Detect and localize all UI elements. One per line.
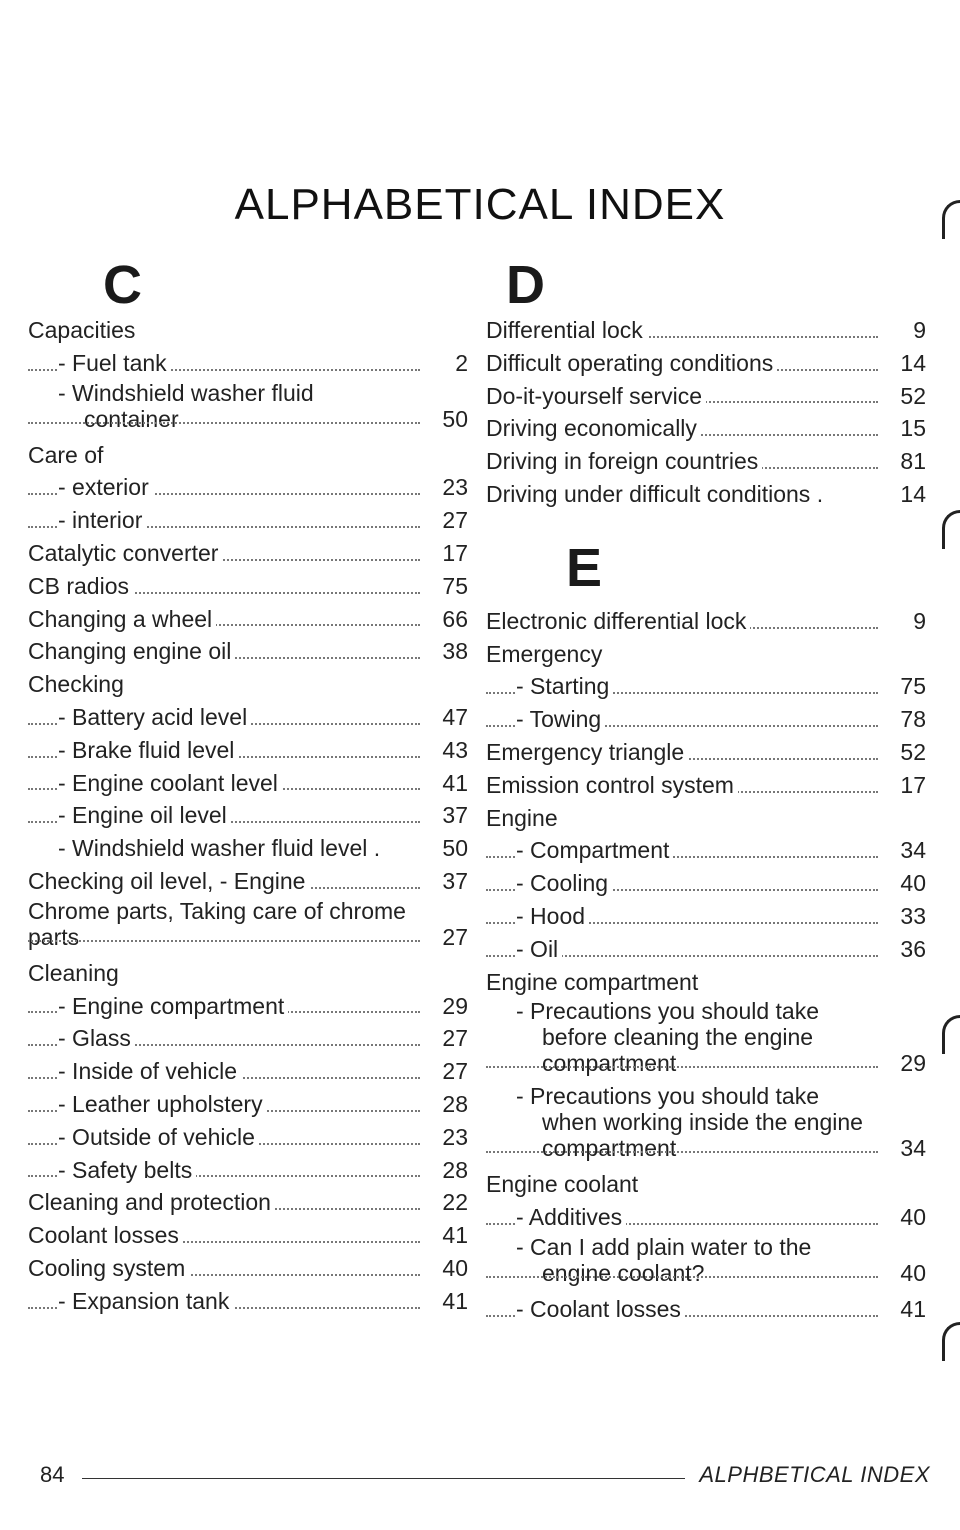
index-entry	[486, 670, 926, 703]
index-entry	[486, 769, 926, 802]
index-entry-text: - interior	[58, 507, 146, 533]
index-entry	[28, 865, 468, 898]
index-page-number[interactable]: 50	[422, 832, 468, 865]
index-page-number[interactable]: 40	[880, 1201, 926, 1234]
index-entry	[28, 1055, 468, 1088]
index-entry	[28, 767, 468, 800]
index-page-number[interactable]: 75	[880, 670, 926, 703]
index-entry	[28, 1121, 468, 1154]
index-entry-text: - Additives	[516, 1204, 626, 1230]
index-entry-text: Engine	[486, 805, 562, 831]
index-page-number[interactable]: 75	[422, 570, 468, 603]
index-entry-text: Emergency	[486, 641, 606, 667]
index-entry-continuation: when working inside the engine	[542, 1109, 863, 1136]
index-entry-text: - Outside of vehicle	[58, 1124, 259, 1150]
index-entry	[486, 1083, 926, 1161]
index-entry-text: Differential lock	[486, 317, 647, 343]
index-entry	[28, 990, 468, 1023]
index-entry-text: Engine coolant	[486, 1171, 642, 1197]
index-entry	[486, 900, 926, 933]
index-entry-line: - Can I add plain water to the	[516, 1233, 812, 1260]
index-entry-continuation: engine coolant?	[542, 1259, 705, 1286]
index-entry-text: Capacities	[28, 317, 139, 343]
index-page-number[interactable]: 36	[880, 933, 926, 966]
index-page-number[interactable]: 47	[422, 701, 468, 734]
index-entry-text: Checking oil level, - Engine	[28, 868, 309, 894]
index-page-number[interactable]: 27	[422, 1022, 468, 1055]
index-entry-text: Changing a wheel	[28, 606, 216, 632]
index-list-c	[28, 314, 468, 1318]
index-entry-text: Cleaning and protection	[28, 1189, 275, 1215]
index-entry	[486, 736, 926, 769]
index-entry-text: Emergency triangle	[486, 739, 688, 765]
index-entry	[28, 504, 468, 537]
index-entry	[28, 380, 468, 432]
index-entry-text: Driving in foreign countries	[486, 448, 762, 474]
index-entry-continuation: before cleaning the engine	[542, 1024, 814, 1051]
index-page-number[interactable]: 38	[422, 635, 468, 668]
page-footer	[40, 1462, 930, 1498]
index-page-number[interactable]: 40	[422, 1252, 468, 1285]
index-entry-text: - Battery acid level	[58, 704, 251, 730]
index-entry-text: - Brake fluid level	[58, 737, 238, 763]
index-entry	[28, 701, 468, 734]
index-entry-text: - Fuel tank	[58, 350, 171, 376]
index-page-number[interactable]: 41	[880, 1293, 926, 1326]
index-entry	[28, 1022, 468, 1055]
index-page-number[interactable]: 41	[422, 767, 468, 800]
index-entry	[28, 734, 468, 767]
index-page-number[interactable]: 27	[422, 504, 468, 537]
index-entry	[28, 799, 468, 832]
index-column-left	[28, 255, 468, 1318]
index-entry-text: - Oil	[516, 936, 562, 962]
index-page-number[interactable]: 15	[880, 412, 926, 445]
index-entry	[486, 933, 926, 966]
index-page-number[interactable]: 14	[880, 478, 926, 511]
index-page-number[interactable]: 37	[422, 865, 468, 898]
index-entry-text: Driving economically	[486, 415, 701, 441]
index-page-number[interactable]: 23	[422, 471, 468, 504]
index-page-number[interactable]: 43	[422, 734, 468, 767]
index-entry-continuation: parts	[28, 923, 80, 950]
footer-section-title: ALPHBETICAL INDEX	[699, 1462, 930, 1487]
index-entry	[28, 603, 468, 636]
index-page-number[interactable]: 33	[880, 900, 926, 933]
index-entry-text: - Starting	[516, 673, 613, 699]
index-page-number[interactable]: 2	[422, 347, 468, 380]
index-entry-text: - Hood	[516, 903, 589, 929]
index-entry	[486, 314, 926, 347]
index-entry-text: Changing engine oil	[28, 638, 235, 664]
index-entry-text: - Glass	[58, 1025, 135, 1051]
index-page-number[interactable]: 23	[422, 1121, 468, 1154]
index-entry-text: Difficult operating conditions	[486, 350, 777, 376]
index-entry-text: - Towing	[516, 706, 605, 732]
index-entry	[28, 471, 468, 504]
edge-tab-mark	[942, 1015, 960, 1054]
index-page-number[interactable]: 22	[422, 1186, 468, 1219]
index-page-number[interactable]: 27	[422, 924, 468, 950]
index-page-number[interactable]: 9	[880, 314, 926, 347]
index-entry	[28, 1186, 468, 1219]
index-entry-text: Engine compartment	[486, 969, 702, 995]
index-list-e	[486, 605, 926, 1326]
index-entry-continuation: container	[84, 405, 179, 432]
index-entry	[486, 478, 926, 511]
section-letter-c: C	[103, 255, 142, 315]
page-number: 84	[40, 1462, 65, 1487]
index-entry	[486, 802, 926, 835]
index-entry	[28, 668, 468, 701]
footer-rule	[82, 1478, 685, 1479]
index-page-number[interactable]: 34	[880, 834, 926, 867]
index-page-number[interactable]: 28	[422, 1088, 468, 1121]
index-entry	[486, 445, 926, 478]
section-letter-d: D	[506, 255, 545, 315]
index-entry-text: - Safety belts	[58, 1157, 196, 1183]
index-entry-line: - Windshield washer fluid	[58, 379, 314, 406]
index-page-number[interactable]: 52	[880, 380, 926, 413]
index-page-number[interactable]: 41	[422, 1285, 468, 1318]
section-letter-e: E	[566, 537, 603, 598]
index-entry	[486, 1168, 926, 1201]
index-entry-text: Electronic differential lock	[486, 608, 750, 634]
index-entry	[486, 1201, 926, 1234]
index-entry-text: CB radios	[28, 573, 133, 599]
index-entry-text: - Engine coolant level	[58, 770, 282, 796]
index-entry-text: Catalytic converter	[28, 540, 222, 566]
index-entry-text: - Leather upholstery	[58, 1091, 267, 1117]
index-page-number[interactable]: 66	[422, 603, 468, 636]
index-page-number[interactable]: 9	[880, 605, 926, 638]
index-entry	[486, 347, 926, 380]
index-list-d	[486, 314, 926, 511]
index-entry	[28, 1154, 468, 1187]
index-entry	[486, 638, 926, 671]
index-entry-continuation: compartment	[542, 1050, 677, 1077]
index-entry	[486, 1293, 926, 1326]
edge-tab-mark	[942, 1322, 960, 1361]
index-entry-text: - Inside of vehicle	[58, 1058, 241, 1084]
index-entry-line: Chrome parts, Taking care of chrome	[28, 897, 406, 924]
index-entry-text: - Expansion tank	[58, 1288, 233, 1314]
index-page-number[interactable]: 17	[422, 537, 468, 570]
index-entry	[28, 314, 468, 347]
index-entry	[486, 834, 926, 867]
index-entry-text: Checking	[28, 671, 128, 697]
index-entry-text: - Windshield washer fluid level .	[58, 835, 384, 861]
index-page-number[interactable]: 40	[880, 1260, 926, 1286]
index-entry	[28, 898, 468, 950]
index-page-number[interactable]: 81	[880, 445, 926, 478]
index-entry	[486, 1234, 926, 1286]
index-entry	[28, 347, 468, 380]
index-entry	[28, 832, 468, 865]
index-column-right	[486, 255, 926, 1326]
index-entry	[486, 998, 926, 1076]
index-entry-line: - Precautions you should take	[516, 998, 820, 1025]
index-page-number[interactable]: 14	[880, 347, 926, 380]
index-entry	[486, 605, 926, 638]
index-entry-text: - Engine oil level	[58, 802, 231, 828]
index-entry-text: Emission control system	[486, 772, 738, 798]
index-entry	[486, 412, 926, 445]
index-page-number[interactable]: 52	[880, 736, 926, 769]
index-entry	[28, 439, 468, 472]
index-entry	[28, 1219, 468, 1252]
index-entry-text: Coolant losses	[28, 1222, 183, 1248]
edge-tab-mark	[942, 510, 960, 549]
index-entry	[28, 537, 468, 570]
index-entry-text: - Engine compartment	[58, 993, 288, 1019]
index-entry-text: - Coolant losses	[516, 1296, 685, 1322]
index-entry-text: Cooling system	[28, 1255, 189, 1281]
index-entry-text: - exterior	[58, 474, 153, 500]
index-page-number[interactable]: 29	[880, 1050, 926, 1076]
index-page-number[interactable]: 34	[880, 1135, 926, 1161]
index-page-number[interactable]: 17	[880, 769, 926, 802]
index-page-number[interactable]: 29	[422, 990, 468, 1023]
index-page-number[interactable]: 78	[880, 703, 926, 736]
index-page-number[interactable]: 50	[422, 406, 468, 432]
index-entry	[28, 1252, 468, 1285]
index-entry-text: Driving under difficult conditions .	[486, 481, 827, 507]
index-entry-text: Do-it-yourself service	[486, 383, 706, 409]
index-entry	[28, 635, 468, 668]
page-title: ALPHABETICAL INDEX	[234, 180, 726, 229]
index-page-number[interactable]: 41	[422, 1219, 468, 1252]
index-entry	[28, 570, 468, 603]
index-page-number[interactable]: 37	[422, 799, 468, 832]
index-entry	[486, 380, 926, 413]
index-entry-text: - Cooling	[516, 870, 612, 896]
index-entry	[486, 966, 926, 999]
index-entry	[28, 957, 468, 990]
index-entry	[486, 867, 926, 900]
index-entry-text: - Compartment	[516, 837, 673, 863]
index-entry	[486, 703, 926, 736]
index-entry-line: - Precautions you should take	[516, 1083, 820, 1110]
index-entry	[28, 1088, 468, 1121]
index-entry	[28, 1285, 468, 1318]
index-entry-text: Care of	[28, 442, 107, 468]
index-entry-continuation: compartment	[542, 1135, 677, 1162]
index-page-number[interactable]: 28	[422, 1154, 468, 1187]
index-page-number[interactable]: 40	[880, 867, 926, 900]
index-page-number[interactable]: 27	[422, 1055, 468, 1088]
index-entry-text: Cleaning	[28, 960, 123, 986]
